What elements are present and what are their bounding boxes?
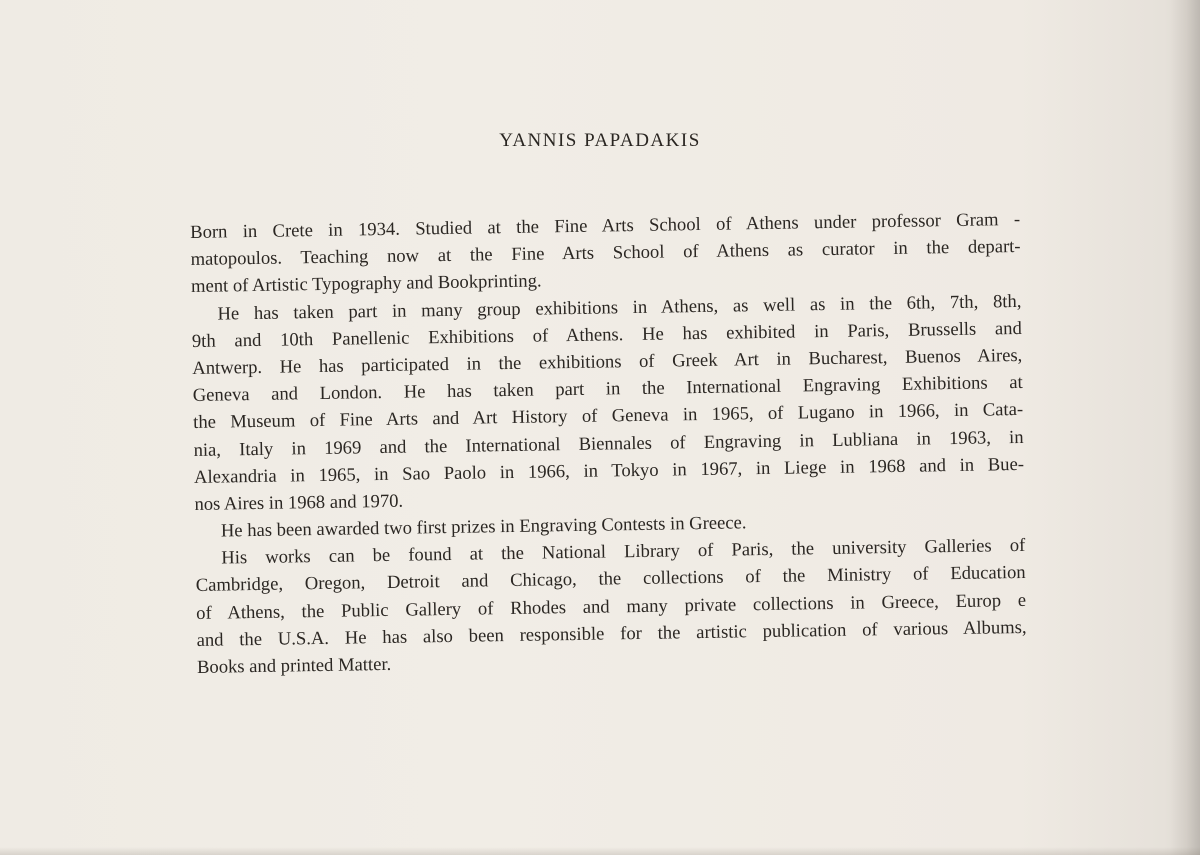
text-line: Geneva and London. He has taken part in the International Engraving Exhibitions at xyxy=(192,372,1023,407)
text-line: matopoulos. Teaching now at the Fine Arts School of Athens as curator in the depart- xyxy=(190,236,1021,271)
page-bottom-shadow xyxy=(0,847,1200,855)
text-line: of Athens, the Public Gallery of Rhodes and many private collections in Greece, Europ e xyxy=(196,589,1027,624)
text-line: He has taken part in many group exhibitions in Athens, as well as in the 6th, 7th, 8th, xyxy=(217,290,1022,325)
text-line: 9th and 10th Panellenic Exhibitions of Athens. He has exhibited in Paris, Brussells and xyxy=(191,317,1022,352)
biography-text xyxy=(190,206,1027,681)
page-title: YANNIS PAPADAKIS xyxy=(499,130,701,151)
text-line: and the U.S.A. He has also been responsible for the artistic publication of various Albums, xyxy=(196,616,1027,651)
page-edge-shadow xyxy=(1170,0,1200,855)
text-line: Books and printed Matter. xyxy=(196,653,392,678)
text-line: Alexandria in 1965, in Sao Paolo in 1966, in Tokyo in 1967, in Liege in 1968 and in Bue- xyxy=(193,453,1025,488)
text-line: the Museum of Fine Arts and Art History of Geneva in 1965, of Lugano in 1966, in Cata- xyxy=(193,399,1024,434)
text-line: nia, Italy in 1969 and the International Biennales of Engraving in Lubliana in 1963, in xyxy=(193,426,1024,461)
text-line: Antwerp. He has participated in the exhibitions of Greek Art in Bucharest, Buenos Aires, xyxy=(192,344,1023,379)
text-line: Cambridge, Oregon, Detroit and Chicago, the collections of the Ministry of Education xyxy=(195,562,1026,597)
text-line: Born in Crete in 1934. Studied at the Fine Arts School of Athens under professor Gram - xyxy=(190,208,1021,243)
text-line: ment of Artistic Typography and Bookprinting. xyxy=(190,270,542,298)
text-line: He has been awarded two first prizes in Engraving Contests in Greece. xyxy=(220,512,747,542)
text-line: His works can be found at the National Library of Paris, the university Galleries of xyxy=(221,535,1026,569)
text-line: nos Aires in 1968 and 1970. xyxy=(194,490,404,515)
